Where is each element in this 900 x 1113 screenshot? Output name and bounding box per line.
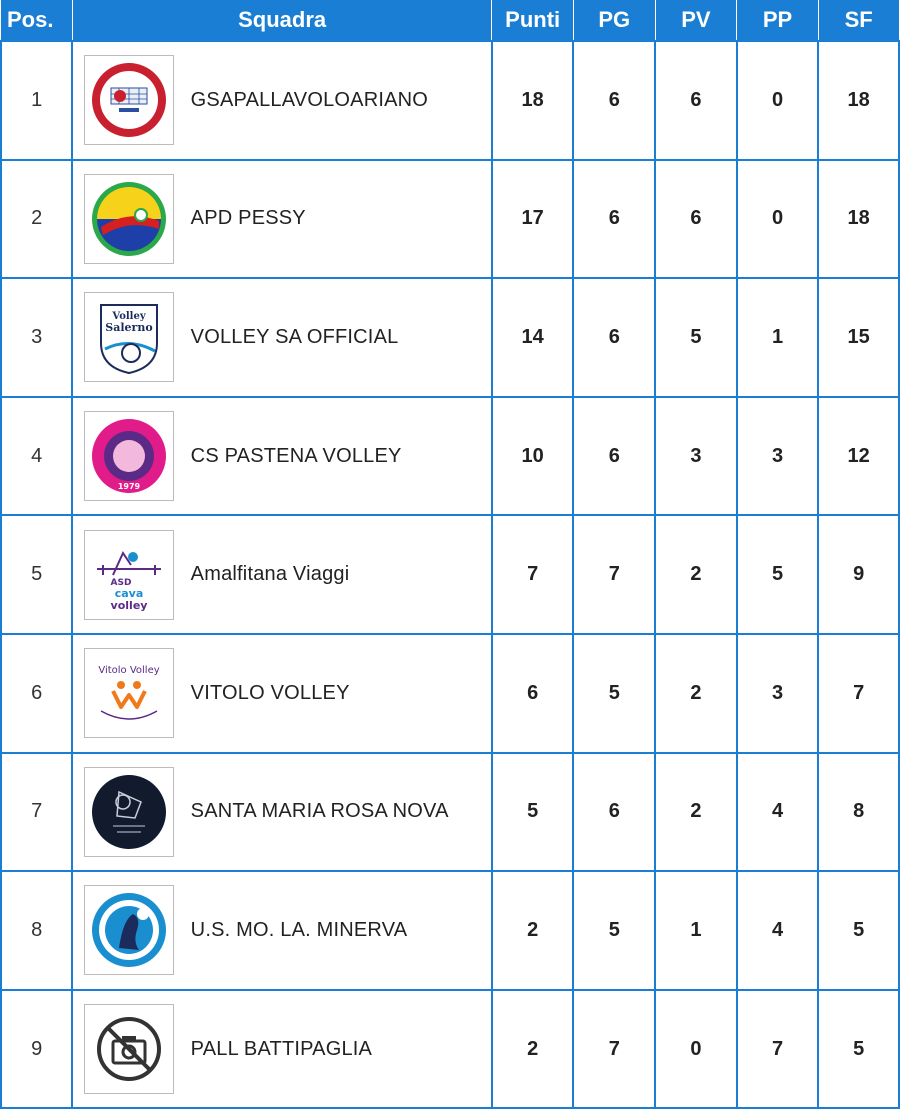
- pp-value: 3: [737, 397, 819, 516]
- logo-text: Vitolo Volley: [98, 665, 160, 677]
- pp-value: 0: [737, 41, 819, 160]
- sf-value: 18: [818, 160, 899, 279]
- pg-value: 5: [573, 634, 655, 753]
- row-position: 1: [1, 41, 72, 160]
- row-position: 4: [1, 397, 72, 516]
- pv-value: 1: [655, 871, 737, 990]
- team-logo-cell: [72, 871, 184, 990]
- header-squadra[interactable]: Squadra: [72, 0, 491, 41]
- pp-value: 4: [737, 753, 819, 872]
- header-sf[interactable]: SF: [818, 0, 899, 41]
- gsa-pallavolo-ariano-logo-icon[interactable]: [84, 55, 174, 145]
- punti-value: 5: [492, 753, 574, 872]
- team-name[interactable]: Amalfitana Viaggi: [185, 515, 492, 634]
- table-row[interactable]: [1, 278, 899, 397]
- vitolo-volley-logo-icon[interactable]: [84, 648, 174, 738]
- team-name[interactable]: APD PESSY: [185, 160, 492, 279]
- pp-value: 0: [737, 160, 819, 279]
- pg-value: 6: [573, 753, 655, 872]
- team-logo-cell: [72, 160, 184, 279]
- table-row[interactable]: [1, 753, 899, 872]
- table-row[interactable]: [1, 634, 899, 753]
- table-row[interactable]: [1, 990, 899, 1109]
- team-logo-cell: [72, 41, 184, 160]
- team-name[interactable]: CS PASTENA VOLLEY: [185, 397, 492, 516]
- team-name[interactable]: SANTA MARIA ROSA NOVA: [185, 753, 492, 872]
- logo-text: Volley: [112, 311, 146, 323]
- pv-value: 2: [655, 515, 737, 634]
- logo-text: volley: [110, 598, 148, 612]
- punti-value: 7: [492, 515, 574, 634]
- pv-value: 0: [655, 990, 737, 1109]
- row-position: 8: [1, 871, 72, 990]
- pg-value: 6: [573, 278, 655, 397]
- pv-value: 6: [655, 160, 737, 279]
- punti-value: 14: [492, 278, 574, 397]
- sf-value: 12: [818, 397, 899, 516]
- table-header: [1, 0, 899, 41]
- us-minerva-logo-icon[interactable]: [84, 885, 174, 975]
- cs-pastena-volley-logo-icon[interactable]: [84, 411, 174, 501]
- pv-value: 5: [655, 278, 737, 397]
- punti-value: 18: [492, 41, 574, 160]
- sf-value: 7: [818, 634, 899, 753]
- pp-value: 3: [737, 634, 819, 753]
- team-name[interactable]: U.S. MO. LA. MINERVA: [185, 871, 492, 990]
- pp-value: 1: [737, 278, 819, 397]
- row-position: 3: [1, 278, 72, 397]
- pg-value: 7: [573, 515, 655, 634]
- pg-value: 5: [573, 871, 655, 990]
- punti-value: 2: [492, 990, 574, 1109]
- sf-value: 18: [818, 41, 899, 160]
- pg-value: 6: [573, 41, 655, 160]
- row-position: 6: [1, 634, 72, 753]
- team-name[interactable]: VOLLEY SA OFFICIAL: [185, 278, 492, 397]
- sf-value: 5: [818, 871, 899, 990]
- sf-value: 8: [818, 753, 899, 872]
- pg-value: 6: [573, 397, 655, 516]
- logo-text: Salerno: [105, 321, 153, 335]
- sf-value: 15: [818, 278, 899, 397]
- pp-value: 4: [737, 871, 819, 990]
- pp-value: 7: [737, 990, 819, 1109]
- apd-pessy-logo-icon[interactable]: [84, 174, 174, 264]
- pv-value: 3: [655, 397, 737, 516]
- punti-value: 17: [492, 160, 574, 279]
- pv-value: 2: [655, 753, 737, 872]
- team-name[interactable]: VITOLO VOLLEY: [185, 634, 492, 753]
- punti-value: 6: [492, 634, 574, 753]
- table-row[interactable]: [1, 41, 899, 160]
- table-row[interactable]: [1, 515, 899, 634]
- sf-value: 9: [818, 515, 899, 634]
- row-position: 7: [1, 753, 72, 872]
- pv-value: 6: [655, 41, 737, 160]
- team-logo-cell: [72, 397, 184, 516]
- team-logo-cell: [72, 753, 184, 872]
- logo-text: cava: [114, 586, 144, 600]
- team-logo-cell: [72, 515, 184, 634]
- team-name[interactable]: PALL BATTIPAGLIA: [185, 990, 492, 1109]
- table-row[interactable]: [1, 160, 899, 279]
- logo-text: ASD: [110, 577, 132, 588]
- pp-value: 5: [737, 515, 819, 634]
- table-row[interactable]: [1, 397, 899, 516]
- row-position: 9: [1, 990, 72, 1109]
- santa-maria-rosa-nova-logo-icon[interactable]: [84, 767, 174, 857]
- header-pos[interactable]: Pos.: [1, 0, 72, 41]
- pg-value: 6: [573, 160, 655, 279]
- table-row[interactable]: [1, 871, 899, 990]
- team-name[interactable]: GSAPALLAVOLOARIANO: [185, 41, 492, 160]
- row-position: 2: [1, 160, 72, 279]
- no-photo-icon[interactable]: [84, 1004, 174, 1094]
- team-logo-cell: [72, 278, 184, 397]
- header-pg[interactable]: PG: [573, 0, 655, 41]
- team-logo-cell: [72, 990, 184, 1109]
- logo-text: 1979: [117, 482, 141, 492]
- asd-cava-volley-logo-icon[interactable]: [84, 530, 174, 620]
- header-pp[interactable]: PP: [737, 0, 819, 41]
- pg-value: 7: [573, 990, 655, 1109]
- team-logo-cell: [72, 634, 184, 753]
- header-punti[interactable]: Punti: [492, 0, 574, 41]
- row-position: 5: [1, 515, 72, 634]
- sf-value: 5: [818, 990, 899, 1109]
- punti-value: 10: [492, 397, 574, 516]
- punti-value: 2: [492, 871, 574, 990]
- pv-value: 2: [655, 634, 737, 753]
- header-pv[interactable]: PV: [655, 0, 737, 41]
- volley-salerno-logo-icon[interactable]: [84, 292, 174, 382]
